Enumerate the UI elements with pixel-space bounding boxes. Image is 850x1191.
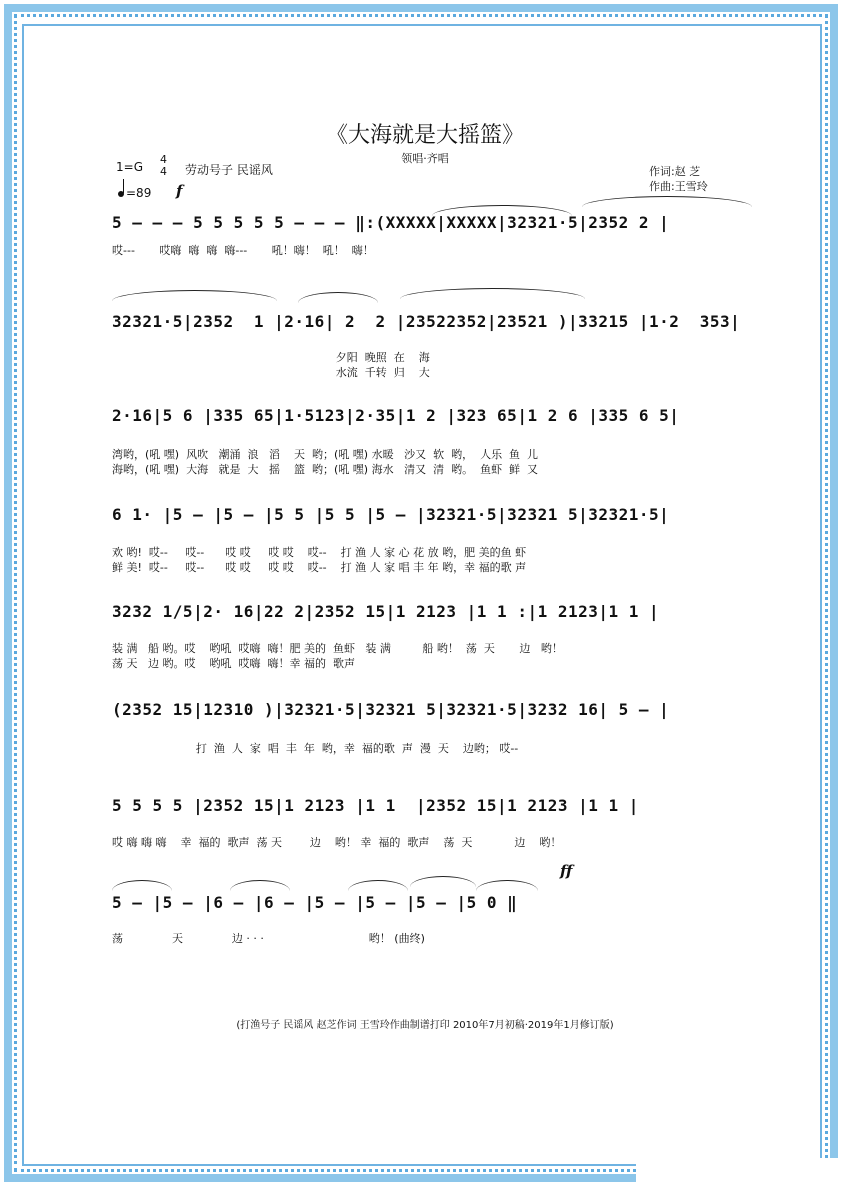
lyrics-row-6: 打 渔 人 家 唱 丰 年 哟，幸 福的歌 声 漫 天 边哟； 哎-- <box>112 742 519 755</box>
quarter-note-icon <box>118 191 124 197</box>
meter-top: 4 <box>160 153 167 166</box>
lyricist-credit: 作词:赵 芝 <box>649 165 701 178</box>
lyrics-row-7: 哎 嗨 嗨 嗨 幸 福的 歌声 荡 天 边 哟！ 幸 福的 歌声 荡 天 边 哟！ <box>112 836 562 849</box>
lyrics-row-8: 荡 天 边 · · · 哟！ (曲终) <box>112 932 425 945</box>
lyrics-row-2b: 水流 千转 归 大 <box>112 366 430 379</box>
lyrics-row-1: 哎--- 哎嗨 嗨 嗨 嗨--- 吼！嗨！ 吼！ 嗨！ <box>112 244 374 257</box>
song-title: 《大海就是大摇篮》 <box>325 123 524 148</box>
song-style: 劳动号子 民谣风 <box>185 163 273 177</box>
lyrics-row-5b: 荡 天 边 哟。哎 哟吼 哎嗨 嗨！幸 福的 歌声 <box>112 657 355 670</box>
lyrics-row-4b: 鲜 美! 哎-- 哎-- 哎 哎 哎 哎 哎-- 打 渔 人 家 唱 丰 年 哟，幸 福的歌 声 <box>112 561 527 574</box>
song-subtitle: 领唱·齐唱 <box>401 152 449 165</box>
corner-cover <box>636 1158 850 1191</box>
key-signature: 1=G <box>116 160 143 174</box>
lyrics-row-4a: 欢 哟! 哎-- 哎-- 哎 哎 哎 哎 哎-- 打 渔 人 家 心 花 放 哟，肥 美的鱼 虾 <box>112 546 527 559</box>
music-row-7: 5 5 5 5 |2352 15|1 2123 |1 1 |2352 15|1 2123 |1 1 | <box>112 796 639 815</box>
time-signature <box>160 154 167 178</box>
music-row-4: 6 1· |5 – |5 – |5 5 |5 5 |5 – |32321·5|32321 5|32321·5| <box>112 505 670 524</box>
lyrics-row-2a: 夕阳 晚照 在 海 <box>112 351 430 364</box>
lyrics-row-5a: 装 满 船 哟。哎 哟吼 哎嗨 嗨！肥 美的 鱼虾 装 满 船 哟！ 荡 天 边 哟！ <box>112 642 563 655</box>
lyrics-row-3a: 湾哟，(吼 嘿) 风吹 潮涌 浪 滔 天 哟；(吼 嘿) 水暖 沙又 软 哟， 人乐 鱼 儿 <box>112 448 539 461</box>
music-row-8: 5 – |5 – |6 – |6 – |5 – |5 – |5 – |5 0 ‖ <box>112 893 518 912</box>
tempo-mark <box>118 186 151 200</box>
music-row-6: (2352 15|12310 )|32321·5|32321 5|32321·5|3232 16| 5 – | <box>112 700 670 719</box>
music-row-5: 3232 1/5|2· 16|22 2|2352 15|1 2123 |1 1 :|1 2123|1 1 | <box>112 602 660 621</box>
dynamic-fortissimo: ff <box>560 862 573 880</box>
music-row-1: 5 – – – 5 5 5 5 5 – – – ‖:(XXXXX|XXXXX|32321·5|2352 2 | <box>112 213 670 232</box>
meter-bottom: 4 <box>160 165 167 178</box>
footer-note: (打渔号子 民谣风 赵芝作词 王雪玲作曲制谱打印 2010年7月初稿·2019年1月修订版) <box>236 1020 614 1031</box>
music-row-2: 32321·5|2352 1 |2·16| 2 2 |23522352|23521 )|33215 |1·2 353| <box>112 312 741 331</box>
lyrics-row-3b: 海哟，(吼 嘿) 大海 就是 大 摇 篮 哟；(吼 嘿) 海水 清又 清 哟。 鱼虾 鲜 又 <box>112 463 539 476</box>
music-row-3: 2·16|5 6 |335 65|1·5123|2·35|1 2 |323 65|1 2 6 |335 6 5| <box>112 406 680 425</box>
dynamic-forte: f <box>176 182 183 200</box>
tempo-value: =89 <box>126 186 152 200</box>
composer-credit: 作曲:王雪玲 <box>649 180 708 193</box>
